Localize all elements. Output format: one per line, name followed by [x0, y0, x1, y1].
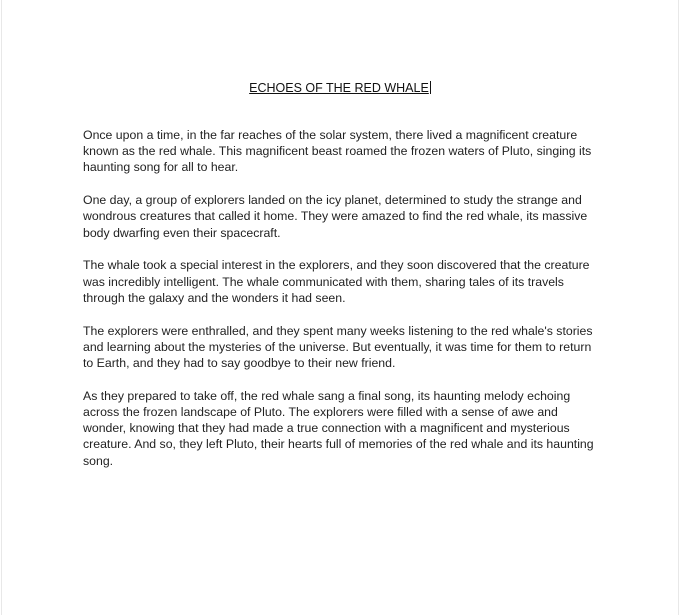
paragraph[interactable]: Once upon a time, in the far reaches of the solar system, there lived a magnificent creature known as the red whale. This magnificent beast roamed the frozen waters of Pluto, singing its haunting song for all to hear.	[83, 128, 592, 175]
paragraph[interactable]: As they prepared to take off, the red whale sang a final song, its haunting melody echoing across the frozen landscape of Pluto. The explorers were filled with a sense of awe and wonder, knowing that they had made a true connection with a magnificent and mysterious creature. And so, they left Pluto, their hearts full of memories of the red whale and its haunting song.	[83, 388, 594, 468]
paragraph[interactable]: The whale took a special interest in the explorers, and they soon discovered that the creature was incredibly intelligent. The whale communicated with them, sharing tales of its travels through the galaxy and the wonders it had seen.	[83, 258, 590, 305]
document-title[interactable]	[0, 80, 680, 96]
text-cursor	[430, 81, 431, 94]
paragraph[interactable]: The explorers were enthralled, and they spent many weeks listening to the red whale's stories and learning about the mysteries of the universe. But eventually, it was time for them to return to Earth, and they had to say goodbye to their new friend.	[83, 323, 593, 371]
paragraph[interactable]: One day, a group of explorers landed on the icy planet, determined to study the strange and wondrous creatures that called it home. They were amazed to find the red whale, its massive body dwarfing even their spacecraft.	[83, 193, 588, 240]
document-body[interactable]	[83, 127, 603, 485]
document-title-text[interactable]: ECHOES OF THE RED WHALE	[249, 81, 429, 95]
